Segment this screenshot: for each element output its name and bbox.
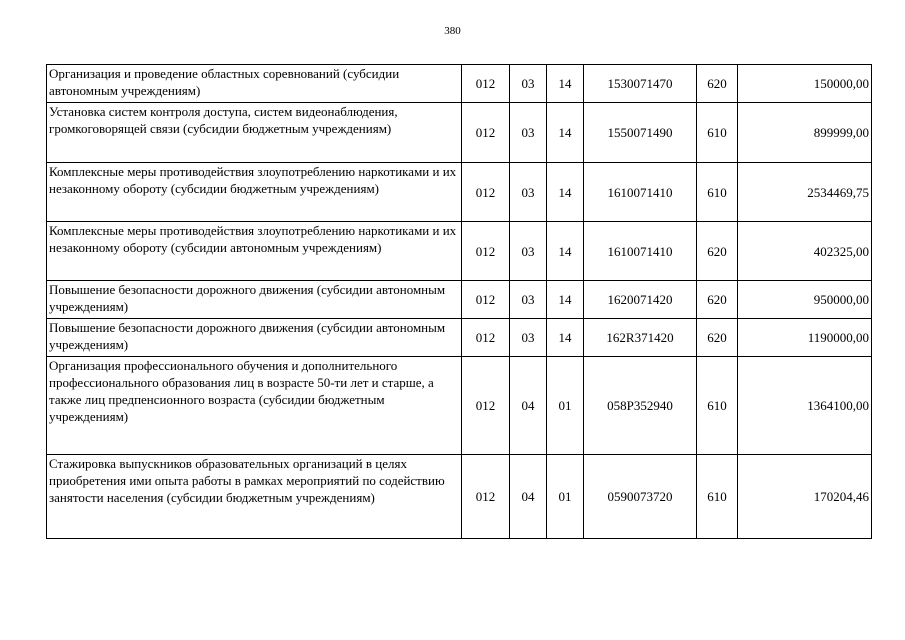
section-cell: 03: [510, 163, 547, 222]
amount-cell: 170204,46: [738, 455, 872, 539]
row-name-cell: Повышение безопасности дорожного движения (субсидии автономным учреждениям): [47, 319, 462, 357]
ved-cell: 012: [462, 222, 510, 281]
target-article-cell: 1620071420: [584, 281, 697, 319]
subsection-cell: 01: [547, 357, 584, 455]
amount-cell: 1364100,00: [738, 357, 872, 455]
expense-type-cell: 620: [697, 319, 738, 357]
row-name-cell: Установка систем контроля доступа, систем видеонаблюдения, громкоговорящей связи (субсидии бюджетным учреждениям): [47, 103, 462, 163]
expense-type-cell: 610: [697, 357, 738, 455]
row-name-cell: Организация и проведение областных соревнований (субсидии автономным учреждениям): [47, 65, 462, 103]
section-cell: 03: [510, 281, 547, 319]
ved-cell: 012: [462, 281, 510, 319]
section-cell: 03: [510, 222, 547, 281]
expense-type-cell: 610: [697, 455, 738, 539]
row-name-cell: Повышение безопасности дорожного движения (субсидии автономным учреждениям): [47, 281, 462, 319]
target-article-cell: 1530071470: [584, 65, 697, 103]
target-article-cell: 1610071410: [584, 163, 697, 222]
ved-cell: 012: [462, 103, 510, 163]
section-cell: 04: [510, 455, 547, 539]
table-row: [47, 65, 872, 103]
subsection-cell: 14: [547, 103, 584, 163]
expense-type-cell: 610: [697, 103, 738, 163]
target-article-cell: 1550071490: [584, 103, 697, 163]
table-row: [47, 357, 872, 455]
section-cell: 03: [510, 103, 547, 163]
table-row: [47, 163, 872, 222]
subsection-cell: 01: [547, 455, 584, 539]
subsection-cell: 14: [547, 163, 584, 222]
section-cell: 03: [510, 319, 547, 357]
table-row: [47, 281, 872, 319]
ved-cell: 012: [462, 163, 510, 222]
section-cell: 04: [510, 357, 547, 455]
table-row: [47, 319, 872, 357]
subsection-cell: 14: [547, 319, 584, 357]
table-row: [47, 222, 872, 281]
amount-cell: 402325,00: [738, 222, 872, 281]
row-name-cell: Организация профессионального обучения и дополнительного профессионального образования лиц в возрасте 50-ти лет и старше, а также лиц предпенсионного возраста (субсидии бюджетным учреждениям): [47, 357, 462, 455]
amount-cell: 2534469,75: [738, 163, 872, 222]
amount-cell: 899999,00: [738, 103, 872, 163]
expense-type-cell: 620: [697, 65, 738, 103]
amount-cell: 950000,00: [738, 281, 872, 319]
table-row: [47, 455, 872, 539]
ved-cell: 012: [462, 455, 510, 539]
subsection-cell: 14: [547, 222, 584, 281]
table-row: [47, 103, 872, 163]
row-name-cell: Комплексные меры противодействия злоупотреблению наркотиками и их незаконному обороту (субсидии бюджетным учреждениям): [47, 163, 462, 222]
target-article-cell: 1610071410: [584, 222, 697, 281]
target-article-cell: 162R371420: [584, 319, 697, 357]
subsection-cell: 14: [547, 65, 584, 103]
ved-cell: 012: [462, 65, 510, 103]
ved-cell: 012: [462, 357, 510, 455]
target-article-cell: 0590073720: [584, 455, 697, 539]
subsection-cell: 14: [547, 281, 584, 319]
expense-type-cell: 610: [697, 163, 738, 222]
expense-type-cell: 620: [697, 281, 738, 319]
section-cell: 03: [510, 65, 547, 103]
page-number: 380: [444, 25, 461, 37]
amount-cell: 1190000,00: [738, 319, 872, 357]
expense-type-cell: 620: [697, 222, 738, 281]
budget-table: [46, 64, 872, 539]
ved-cell: 012: [462, 319, 510, 357]
amount-cell: 150000,00: [738, 65, 872, 103]
row-name-cell: Комплексные меры противодействия злоупотреблению наркотиками и их незаконному обороту (субсидии автономным учреждениям): [47, 222, 462, 281]
row-name-cell: Стажировка выпускников образовательных организаций в целях приобретения ими опыта работы в рамках мероприятий по содействию занятости населения (субсидии бюджетным учреждениям): [47, 455, 462, 539]
target-article-cell: 058P352940: [584, 357, 697, 455]
